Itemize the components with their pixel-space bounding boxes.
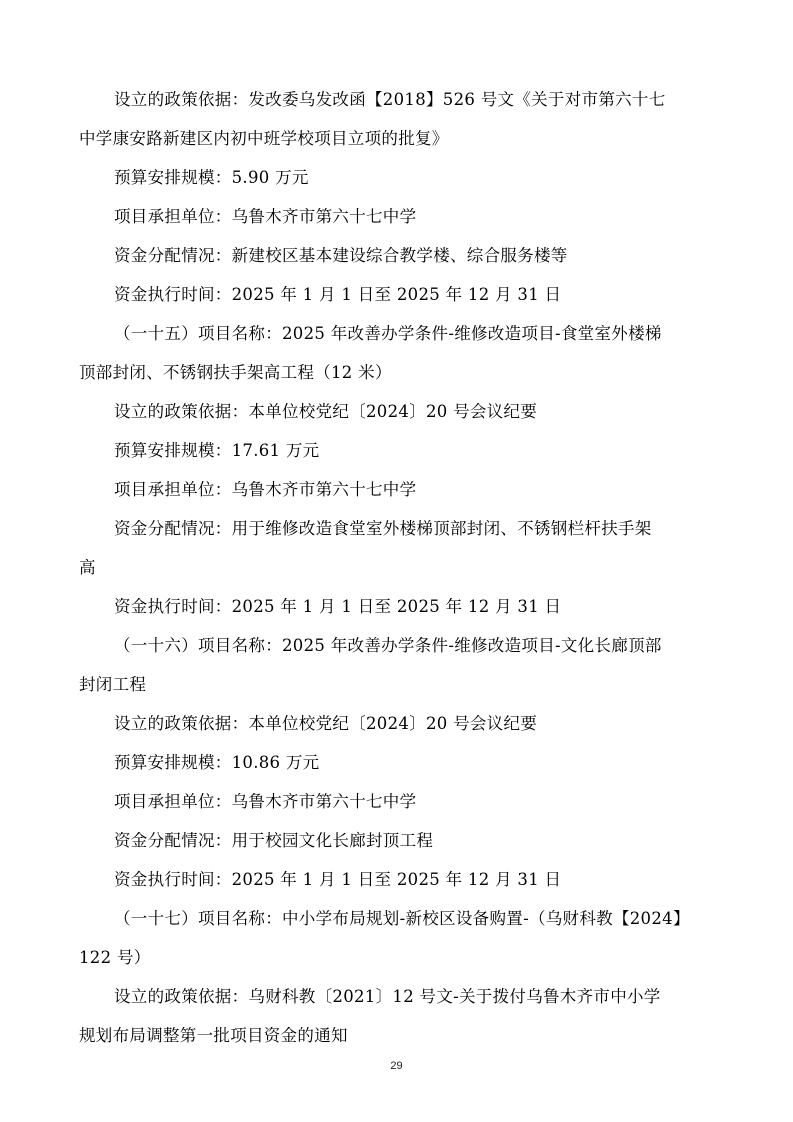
project-15-title: （一十五）项目名称：2025 年改善办学条件-维修改造项目-食堂室外楼梯 bbox=[114, 324, 662, 343]
execution-time: 资金执行时间：2025 年 1 月 1 日至 2025 年 12 月 31 日 bbox=[114, 870, 562, 889]
project-16-title: （一十六）项目名称：2025 年改善办学条件-维修改造项目-文化长廊顶部 bbox=[114, 636, 662, 655]
policy-basis-line: 设立的政策依据：发改委乌发改函【2018】526 号文《关于对市第六十七 bbox=[114, 90, 666, 109]
budget-scale: 预算安排规模：17.61 万元 bbox=[114, 441, 320, 460]
undertaking-unit: 项目承担单位：乌鲁木齐市第六十七中学 bbox=[114, 207, 417, 226]
policy-basis-continuation: 规划布局调整第一批项目资金的通知 bbox=[79, 1026, 348, 1045]
project-15-title-continuation: 顶部封闭、不锈钢扶手架高工程（12 米） bbox=[79, 363, 392, 382]
fund-allocation: 资金分配情况：用于维修改造食堂室外楼梯顶部封闭、不锈钢栏杆扶手架 bbox=[114, 519, 652, 538]
fund-allocation-continuation: 高 bbox=[79, 558, 96, 577]
policy-basis-continuation: 中学康安路新建区内初中班学校项目立项的批复》 bbox=[79, 129, 449, 148]
execution-time: 资金执行时间：2025 年 1 月 1 日至 2025 年 12 月 31 日 bbox=[114, 285, 562, 304]
policy-basis-line: 设立的政策依据：本单位校党纪〔2024〕20 号会议纪要 bbox=[114, 402, 538, 421]
page-number: 29 bbox=[390, 1060, 403, 1072]
policy-basis-line: 设立的政策依据：乌财科教〔2021〕12 号文-关于拨付乌鲁木齐市中小学 bbox=[114, 987, 661, 1006]
budget-scale: 预算安排规模：10.86 万元 bbox=[114, 753, 320, 772]
project-16-title-continuation: 封闭工程 bbox=[79, 675, 147, 694]
project-17-title-continuation: 122 号） bbox=[79, 948, 151, 967]
fund-allocation: 资金分配情况：新建校区基本建设综合教学楼、综合服务楼等 bbox=[114, 246, 568, 265]
undertaking-unit: 项目承担单位：乌鲁木齐市第六十七中学 bbox=[114, 480, 417, 499]
execution-time: 资金执行时间：2025 年 1 月 1 日至 2025 年 12 月 31 日 bbox=[114, 597, 562, 616]
fund-allocation: 资金分配情况：用于校园文化长廊封顶工程 bbox=[114, 831, 434, 850]
project-17-title: （一十七）项目名称：中小学布局规划-新校区设备购置-（乌财科教【2024】 bbox=[114, 909, 690, 928]
budget-scale: 预算安排规模：5.90 万元 bbox=[114, 168, 309, 187]
policy-basis-line: 设立的政策依据：本单位校党纪〔2024〕20 号会议纪要 bbox=[114, 714, 538, 733]
undertaking-unit: 项目承担单位：乌鲁木齐市第六十七中学 bbox=[114, 792, 417, 811]
